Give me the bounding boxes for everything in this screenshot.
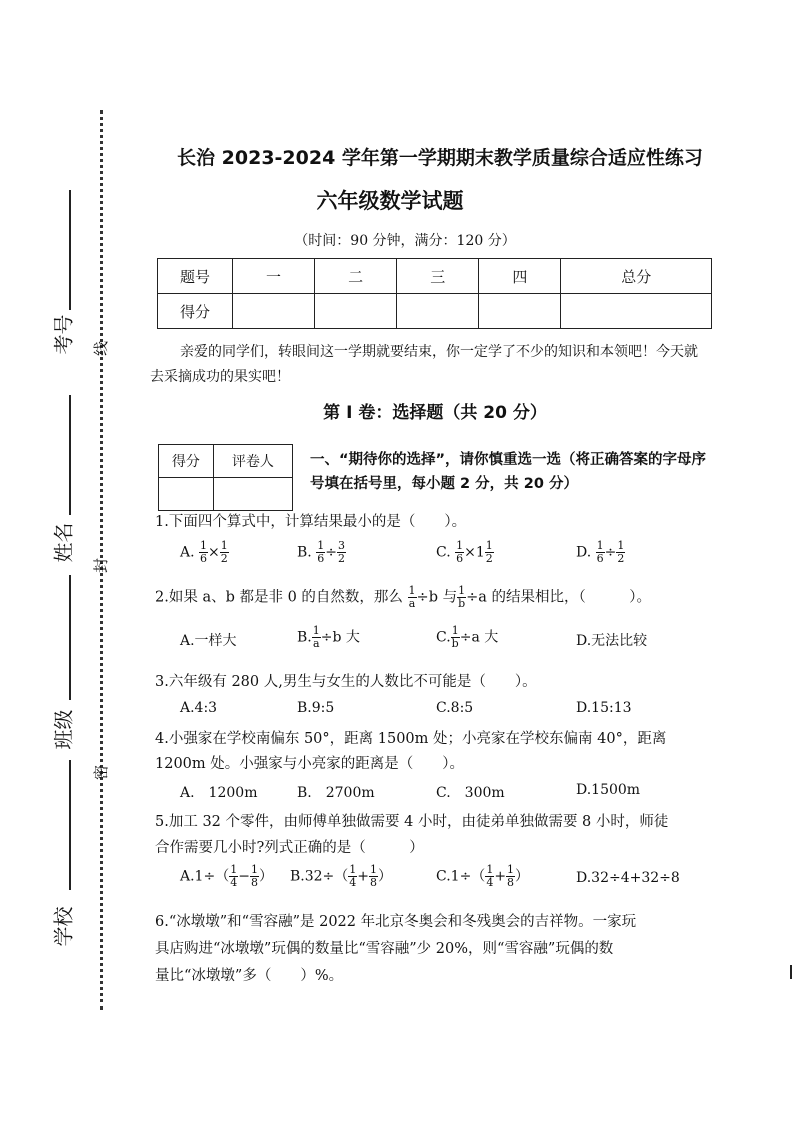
q4-option-c[interactable]: C. 300m [436, 785, 505, 801]
part-one-instructions: 一、“期待你的选择”，请你慎重选一选（将正确答案的字母序号填在括号里，每小题 2 分，共 20 分） [310, 452, 707, 492]
q1-option-c[interactable]: C. $\frac{1}{6}$ ×1 $\frac{1}{2}$ [436, 539, 493, 565]
q5-option-b[interactable]: B.32÷（ $\frac{1}{4}$ + $\frac{1}{8}$ ） [290, 863, 393, 889]
school-label: 学校 [51, 906, 76, 947]
grader-score-cell[interactable] [159, 478, 214, 511]
q2-option-c[interactable]: C. $\frac{1}{b}$ ÷a 大 [436, 624, 499, 650]
score-cell[interactable] [315, 294, 397, 329]
time-info: （时间：90 分钟，满分：120 分） [294, 233, 516, 249]
grader-score-header: 得分 [159, 445, 214, 478]
score-header-cell: 一 [233, 259, 315, 294]
q3-option-c[interactable]: C.8:5 [436, 700, 474, 716]
intro-text: 亲爱的同学们，转眼间这一学期就要结束，你一定学了不少的知识和本领吧！今天就去采摘成功的果实吧！ [150, 344, 698, 385]
q5-option-a[interactable]: A.1÷（ $\frac{1}{4}$ − $\frac{1}{8}$ ） [180, 863, 273, 889]
question-6-line-2: 具店购进“冰墩墩”玩偶的数量比“雪容融”少 20%，则“雪容融”玩偶的数 [155, 941, 614, 957]
score-row-label: 得分 [158, 294, 233, 329]
section-title: 第 I 卷：选择题（共 20 分） [323, 403, 547, 423]
q5-option-c[interactable]: C.1÷（ $\frac{1}{4}$ + $\frac{1}{8}$ ） [436, 863, 530, 889]
q1-option-b[interactable]: B. $\frac{1}{6}$ ÷ $\frac{3}{2}$ [297, 539, 345, 565]
exam-number-line [69, 190, 71, 310]
q4-option-b[interactable]: B. 2700m [297, 785, 375, 801]
q3-option-a[interactable]: A.4:3 [180, 700, 218, 716]
exam-number-label: 考号 [51, 314, 76, 355]
question-6-line-1: 6.“冰墩墩”和“雪容融”是 2022 年北京冬奥会和冬残奥会的吉祥物。一家玩 [155, 914, 637, 930]
name-line [69, 395, 71, 515]
score-header-cell: 四 [479, 259, 561, 294]
score-cell[interactable] [397, 294, 479, 329]
score-header-cell: 题号 [158, 259, 233, 294]
score-header-cell: 三 [397, 259, 479, 294]
score-header-cell: 总分 [561, 259, 712, 294]
question-5-line-1: 5.加工 32 个零件，由师傅单独做需要 4 小时，由徒弟单独做需要 8 小时，师徒 [155, 814, 669, 830]
question-5-line-2: 合作需要几小时?列式正确的是（ ） [155, 840, 424, 856]
grader-reviewer-header: 评卷人 [213, 445, 292, 478]
q3-option-b[interactable]: B.9:5 [297, 700, 335, 716]
seal-char-seal: 封 [92, 557, 111, 574]
school-line [69, 760, 71, 890]
name-label: 姓名 [51, 522, 76, 563]
score-cell[interactable] [233, 294, 315, 329]
q1-option-d[interactable]: D. $\frac{1}{6}$ ÷ $\frac{1}{2}$ [576, 539, 625, 565]
q4-option-a[interactable]: A. 1200m [180, 785, 258, 801]
q5-option-d[interactable]: D.32÷4+32÷8 [576, 870, 680, 886]
exam-title: 长治 2023-2024 学年第一学期期末教学质量综合适应性练习 [177, 147, 703, 169]
class-label: 班级 [51, 709, 76, 750]
seal-char-line: 线 [92, 340, 111, 357]
class-line [69, 575, 71, 700]
q4-option-d[interactable]: D.1500m [576, 782, 641, 798]
q1-option-a[interactable]: A. $\frac{1}{6}$ × $\frac{1}{2}$ [180, 539, 228, 565]
question-1: 1.下面四个算式中，计算结果最小的是（ ）。 [155, 514, 467, 530]
q2-option-a[interactable]: A.一样大 [180, 633, 237, 649]
q3-option-d[interactable]: D.15:13 [576, 700, 632, 716]
question-4-line-2: 1200m 处。小强家与小亮家的距离是（ ）。 [155, 756, 465, 772]
question-3: 3.六年级有 280 人,男生与女生的人数比不可能是（ ）。 [155, 674, 537, 690]
grader-reviewer-cell[interactable] [213, 478, 292, 511]
exam-subtitle: 六年级数学试题 [316, 189, 464, 213]
question-4-line-1: 4.小强家在学校南偏东 50°，距离 1500m 处；小亮家在学校东偏南 40°，距离 [155, 731, 667, 747]
score-cell[interactable] [479, 294, 561, 329]
seal-char-dense: 密 [92, 764, 111, 781]
question-2: 2.如果 a、b 都是非 0 的自然数，那么 $\frac{1}{a}$ ÷b 与 $\frac{1}{b}$ ÷a 的结果相比，（ ）。 [155, 584, 652, 610]
question-6-line-3: 量比“冰墩墩”多（ ）%。 [155, 968, 344, 984]
q2-option-b[interactable]: B. $\frac{1}{a}$ ÷b 大 [297, 624, 360, 650]
score-cell[interactable] [561, 294, 712, 329]
score-header-cell: 二 [315, 259, 397, 294]
score-table [157, 258, 712, 329]
grader-table [158, 444, 293, 511]
page-edge-mark [790, 965, 792, 979]
q2-option-d[interactable]: D.无法比较 [576, 633, 648, 649]
